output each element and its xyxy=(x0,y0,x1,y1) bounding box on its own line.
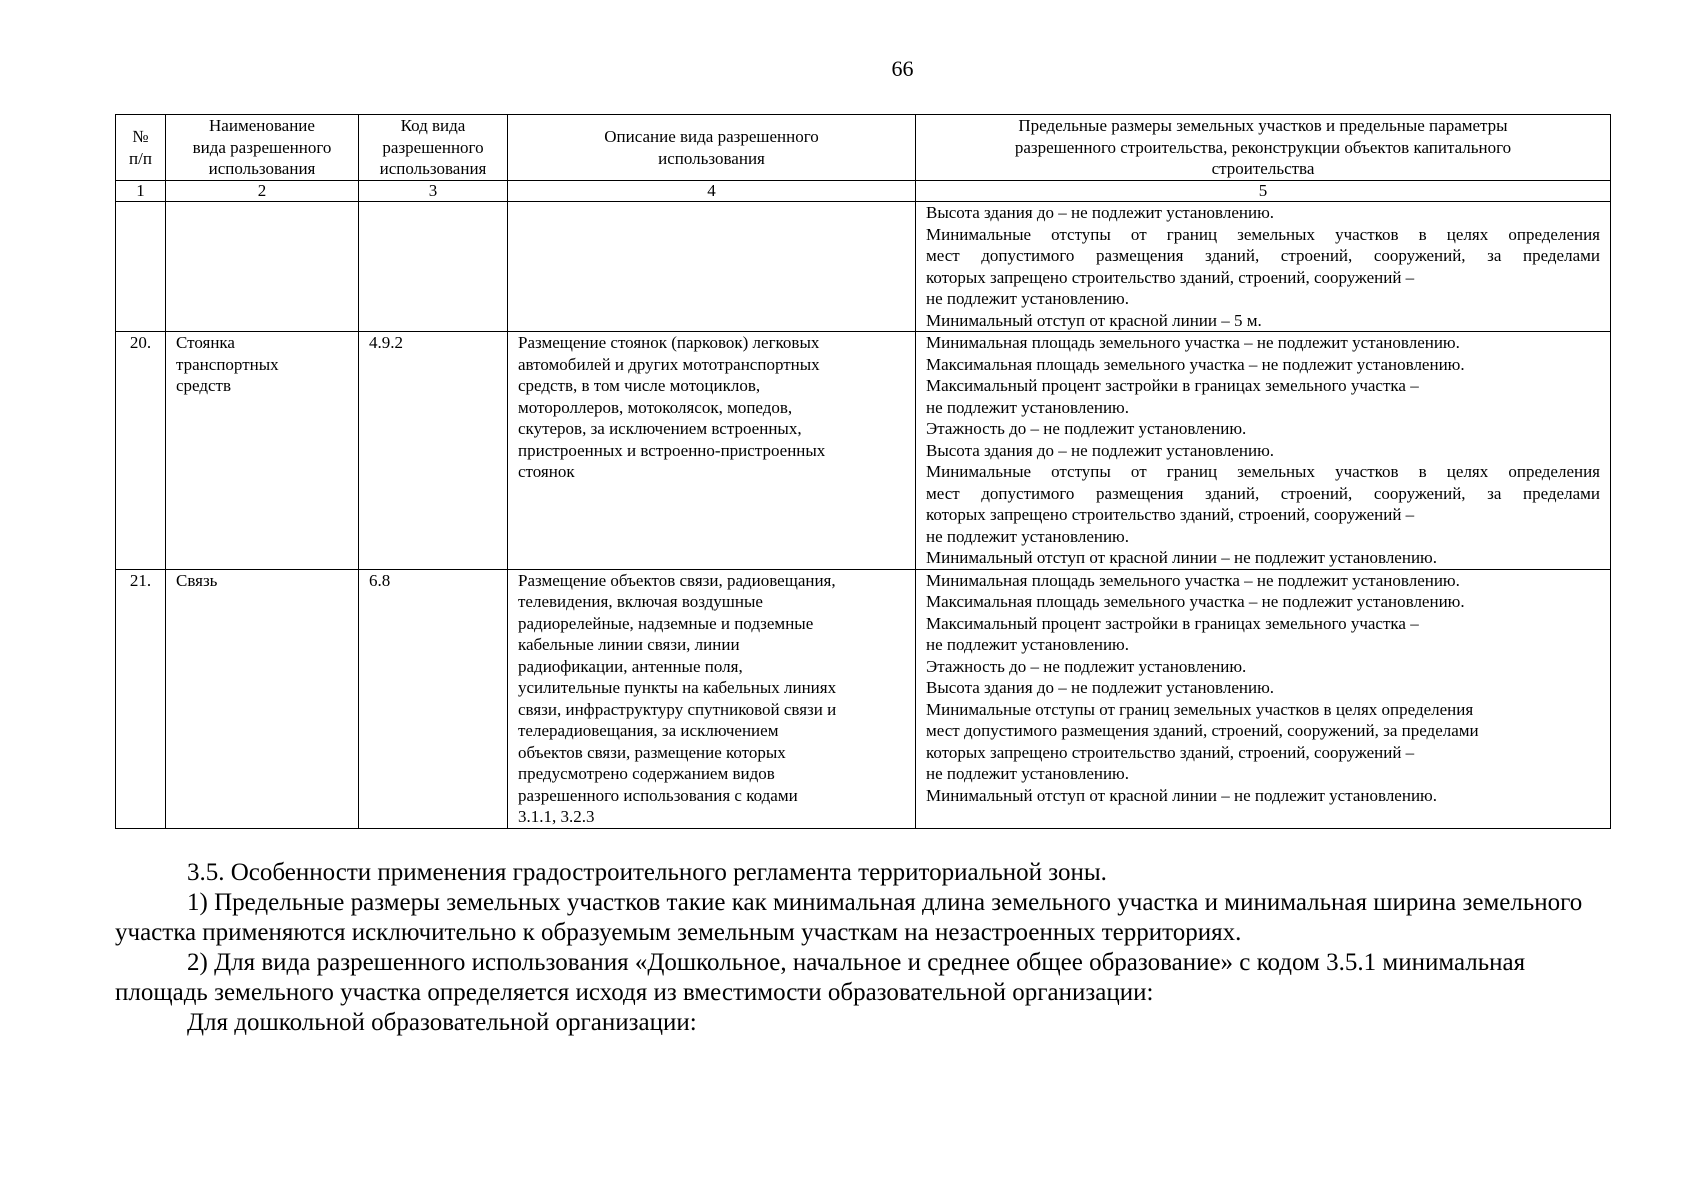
header-number: № п/п xyxy=(116,115,166,181)
table-row-continuation xyxy=(116,202,1611,332)
cell-description: Размещение стоянок (парковок) легковых автомобилей и других мототранспортных средств, в том числе мотоциклов, мотороллеров, мотоколясок, мопедов, скутеров, за исключением встроенных, пристроенных и встроенно-пристроенных стоянок xyxy=(508,332,916,570)
column-number: 4 xyxy=(508,181,916,202)
cell-limits: Высота здания до – не подлежит установлению. Минимальные отступы от границ земельных участков в целях определения мест допустимого размещения зданий, строений, сооружений, за пределами которых запрещено строительство зданий, строений, сооружений – не подлежит установлению. Минимальный отступ от красной линии – 5 м. xyxy=(916,202,1611,332)
table-row xyxy=(116,332,1611,570)
table-row xyxy=(116,569,1611,828)
cell-empty xyxy=(166,202,359,332)
cell-use-name: Стоянка транспортных средств xyxy=(166,332,359,570)
column-number: 3 xyxy=(359,181,508,202)
header-limits: Предельные размеры земельных участков и предельные параметры разрешенного строительства, реконструкции объектов капитального строительства xyxy=(916,115,1611,181)
column-number: 1 xyxy=(116,181,166,202)
cell-description: Размещение объектов связи, радиовещания, телевидения, включая воздушные радиорелейные, надземные и подземные кабельные линии связи, линии радиофикации, антенные поля, усилительные пункты на кабельных линиях связи, инфраструктуру спутниковой связи и телерадиовещания, за исключением объектов связи, размещение которых предусмотрено содержанием видов разрешенного использования с кодами 3.1.1, 3.2.3 xyxy=(508,569,916,828)
cell-use-code: 6.8 xyxy=(359,569,508,828)
paragraph: Для дошкольной образовательной организации: xyxy=(187,1009,697,1036)
cell-limits: Минимальная площадь земельного участка – не подлежит установлению. Максимальная площадь земельного участка – не подлежит установлению. Максимальный процент застройки в границах земельного участка – не подлежит установлению. Этажность до – не подлежит установлению. Высота здания до – не подлежит установлению. Минимальные отступы от границ земельных участков в целях определения мест допустимого размещения зданий, строений, сооружений, за пределами которых запрещено строительство зданий, строений, сооружений – не подлежит установлению. Минимальный отступ от красной линии – не подлежит установлению. xyxy=(916,332,1611,570)
cell-empty xyxy=(508,202,916,332)
cell-number: 20. xyxy=(116,332,166,570)
paragraph: 1) Предельные размеры земельных участков такие как минимальная длина земельного участка и минимальная ширина земельного участка применяются исключительно к образуемым земельным участкам на незастроенных территориях. xyxy=(115,889,1583,946)
section-title: 3.5. Особенности применения градостроительного регламента территориальной зоны. xyxy=(187,859,1107,886)
paragraph: 2) Для вида разрешенного использования «Дошкольное, начальное и среднее общее образование» с кодом 3.5.1 минимальная площадь земельного участка определяется исходя из вместимости образовательной организации: xyxy=(115,949,1526,1006)
column-number: 2 xyxy=(166,181,359,202)
body-text xyxy=(115,858,1615,1038)
header-use-name: Наименование вида разрешенного использования xyxy=(166,115,359,181)
cell-empty xyxy=(359,202,508,332)
header-use-code: Код вида разрешенного использования xyxy=(359,115,508,181)
regulation-table xyxy=(115,114,1611,829)
header-description: Описание вида разрешенного использования xyxy=(508,115,916,181)
cell-number: 21. xyxy=(116,569,166,828)
cell-empty xyxy=(116,202,166,332)
page-number: 66 xyxy=(891,56,914,81)
column-number-row xyxy=(116,181,1611,202)
cell-limits: Минимальная площадь земельного участка – не подлежит установлению. Максимальная площадь земельного участка – не подлежит установлению. Максимальный процент застройки в границах земельного участка – не подлежит установлению. Этажность до – не подлежит установлению. Высота здания до – не подлежит установлению. Минимальные отступы от границ земельных участков в целях определения мест допустимого размещения зданий, строений, сооружений, за пределами которых запрещено строительство зданий, строений, сооружений – не подлежит установлению. Минимальный отступ от красной линии – не подлежит установлению. xyxy=(916,569,1611,828)
column-number: 5 xyxy=(916,181,1611,202)
cell-use-name: Связь xyxy=(166,569,359,828)
table-header-row xyxy=(116,115,1611,181)
cell-use-code: 4.9.2 xyxy=(359,332,508,570)
